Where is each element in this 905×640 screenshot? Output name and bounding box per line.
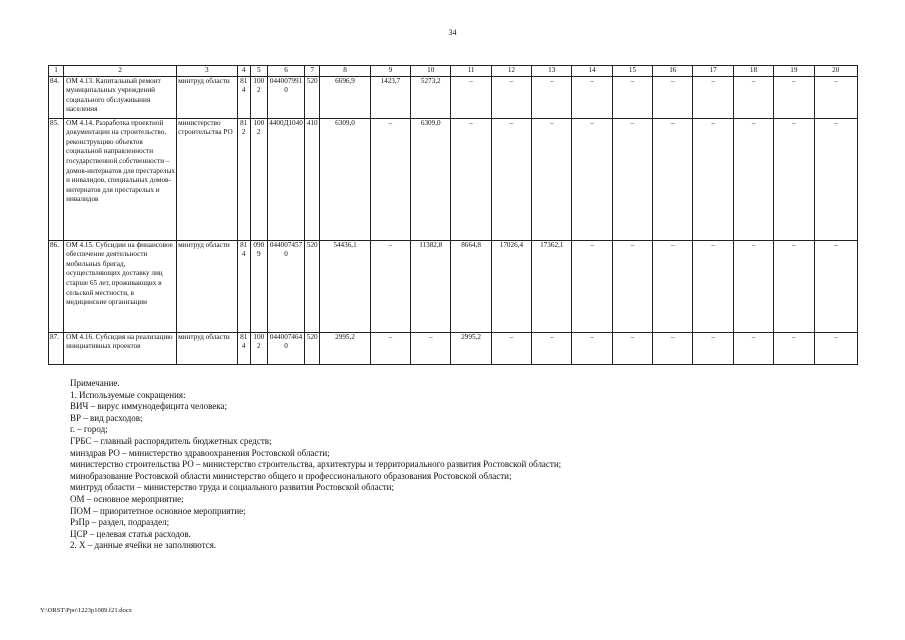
value-cell: – bbox=[693, 332, 733, 364]
row-number-cell: 87. bbox=[49, 332, 64, 364]
note-line: минздрав РО – министерство здравоохранения Ростовской области; bbox=[70, 447, 330, 458]
value-cell: 17026,4 bbox=[491, 240, 531, 332]
column-number-header: 5 bbox=[250, 66, 267, 77]
column-number-header: 8 bbox=[320, 66, 370, 77]
note-line: ВИЧ – вирус иммунодефицита человека; bbox=[70, 401, 227, 412]
value-cell: 1002 bbox=[250, 76, 267, 118]
value-cell: 520 bbox=[305, 240, 320, 332]
value-cell: – bbox=[774, 332, 814, 364]
column-number-header: 11 bbox=[451, 66, 491, 77]
column-number-header: 10 bbox=[411, 66, 451, 77]
value-cell: 520 bbox=[305, 76, 320, 118]
value-cell: 814 bbox=[237, 76, 250, 118]
activity-name-cell: ОМ 4.13. Капитальный ремонт муниципальных учреждений социального обслуживания населения bbox=[64, 76, 177, 118]
column-number-header: 17 bbox=[693, 66, 733, 77]
value-cell: 54436,1 bbox=[320, 240, 370, 332]
column-number-header: 20 bbox=[814, 66, 858, 77]
value-cell: – bbox=[612, 76, 652, 118]
value-cell: – bbox=[653, 118, 693, 240]
value-cell: – bbox=[612, 240, 652, 332]
value-cell: 814 bbox=[237, 240, 250, 332]
value-cell: 6696,9 bbox=[320, 76, 370, 118]
activity-name-cell: ОМ 4.15. Субсидии на финансовое обеспечение деятельности мобильных бригад, осуществляющих доставку лиц старше 65 лет, проживающих в сельской местности, в медицинские организации bbox=[64, 240, 177, 332]
value-cell: – bbox=[693, 118, 733, 240]
note-line: минобразование Ростовской области министерство общего и профессионального образования Ростовской области; bbox=[70, 470, 512, 481]
activity-name-cell: ОМ 4.16. Субсидия на реализацию инициативных проектов bbox=[64, 332, 177, 364]
column-number-header: 7 bbox=[305, 66, 320, 77]
value-cell: – bbox=[653, 76, 693, 118]
value-cell: – bbox=[612, 332, 652, 364]
value-cell: 2995,2 bbox=[320, 332, 370, 364]
value-cell: – bbox=[774, 118, 814, 240]
column-number-header: 2 bbox=[64, 66, 177, 77]
value-cell: – bbox=[532, 76, 572, 118]
table-row bbox=[49, 118, 858, 240]
value-cell: – bbox=[451, 118, 491, 240]
column-number-header: 14 bbox=[572, 66, 612, 77]
budget-table bbox=[48, 65, 858, 365]
value-cell: 6309,0 bbox=[320, 118, 370, 240]
value-cell: 0440074640 bbox=[267, 332, 304, 364]
note-line: министерство строительства РО – министерство строительства, архитектуры и территориального развития Ростовской области; bbox=[70, 459, 562, 470]
column-number-header: 15 bbox=[612, 66, 652, 77]
value-cell: 2995,2 bbox=[451, 332, 491, 364]
row-number-cell: 84. bbox=[49, 76, 64, 118]
value-cell: – bbox=[370, 118, 410, 240]
note-line: минтруд области – министерство труда и социального развития Ростовской области; bbox=[70, 482, 394, 493]
column-number-header: 1 bbox=[49, 66, 64, 77]
row-number-cell: 85. bbox=[49, 118, 64, 240]
value-cell: 8664,8 bbox=[451, 240, 491, 332]
note-line: г. – город; bbox=[70, 424, 108, 435]
column-number-header: 6 bbox=[267, 66, 304, 77]
value-cell: – bbox=[572, 240, 612, 332]
value-cell: – bbox=[411, 332, 451, 364]
value-cell: – bbox=[572, 118, 612, 240]
value-cell: 17362,1 bbox=[532, 240, 572, 332]
page-number: 34 bbox=[448, 28, 457, 37]
notes-section bbox=[70, 378, 870, 552]
table-row bbox=[49, 76, 858, 118]
value-cell: – bbox=[532, 118, 572, 240]
note-line: ОМ – основное мероприятие; bbox=[70, 493, 184, 504]
value-cell: – bbox=[572, 332, 612, 364]
value-cell: – bbox=[491, 76, 531, 118]
row-number-cell: 86. bbox=[49, 240, 64, 332]
value-cell: – bbox=[612, 118, 652, 240]
value-cell: – bbox=[491, 118, 531, 240]
value-cell: – bbox=[733, 118, 773, 240]
value-cell: 812 bbox=[237, 118, 250, 240]
value-cell: 0909 bbox=[250, 240, 267, 332]
column-number-header: 13 bbox=[532, 66, 572, 77]
responsible-cell: министерство строительства РО bbox=[177, 118, 238, 240]
table-header-row bbox=[49, 66, 858, 77]
value-cell: – bbox=[653, 332, 693, 364]
note-line: ГРБС – главный распорядитель бюджетных средств; bbox=[70, 435, 272, 446]
table-row bbox=[49, 332, 858, 364]
value-cell: 520 bbox=[305, 332, 320, 364]
value-cell: 410 bbox=[305, 118, 320, 240]
responsible-cell: минтруд области bbox=[177, 240, 238, 332]
value-cell: – bbox=[814, 240, 858, 332]
note-line: ВР – вид расходов; bbox=[70, 412, 143, 423]
value-cell: – bbox=[370, 332, 410, 364]
footer-file-path: Y:\ORST\Ppo\1223p1089.f21.docx bbox=[40, 607, 132, 614]
responsible-cell: минтруд области bbox=[177, 76, 238, 118]
value-cell: 814 bbox=[237, 332, 250, 364]
value-cell: – bbox=[733, 76, 773, 118]
note-line: ЦСР – целевая статья расходов. bbox=[70, 528, 191, 539]
column-number-header: 3 bbox=[177, 66, 238, 77]
responsible-cell: минтруд области bbox=[177, 332, 238, 364]
note-line: ПОМ – приоритетное основное мероприятие; bbox=[70, 505, 246, 516]
value-cell: – bbox=[693, 76, 733, 118]
note-line: 2. Х – данные ячейки не заполняются. bbox=[70, 540, 217, 551]
value-cell: 11382,8 bbox=[411, 240, 451, 332]
column-number-header: 4 bbox=[237, 66, 250, 77]
value-cell: – bbox=[733, 240, 773, 332]
column-number-header: 18 bbox=[733, 66, 773, 77]
column-number-header: 12 bbox=[491, 66, 531, 77]
value-cell: 1002 bbox=[250, 332, 267, 364]
value-cell: 1423,7 bbox=[370, 76, 410, 118]
value-cell: – bbox=[774, 76, 814, 118]
value-cell: – bbox=[814, 332, 858, 364]
note-line: РзПр – раздел, подраздел; bbox=[70, 517, 170, 528]
value-cell: 6309,0 bbox=[411, 118, 451, 240]
table-row bbox=[49, 240, 858, 332]
column-number-header: 19 bbox=[774, 66, 814, 77]
value-cell: – bbox=[572, 76, 612, 118]
value-cell: 0440074570 bbox=[267, 240, 304, 332]
value-cell: 5273,2 bbox=[411, 76, 451, 118]
note-line: 1. Используемые сокращения: bbox=[70, 389, 186, 400]
note-line: Примечание. bbox=[70, 378, 120, 388]
value-cell: – bbox=[451, 76, 491, 118]
value-cell: – bbox=[370, 240, 410, 332]
column-number-header: 16 bbox=[653, 66, 693, 77]
value-cell: – bbox=[491, 332, 531, 364]
column-number-header: 9 bbox=[370, 66, 410, 77]
value-cell: – bbox=[653, 240, 693, 332]
value-cell: – bbox=[693, 240, 733, 332]
value-cell: – bbox=[814, 76, 858, 118]
value-cell: 4400Д1040 bbox=[267, 118, 304, 240]
value-cell: – bbox=[532, 332, 572, 364]
value-cell: 1002 bbox=[250, 118, 267, 240]
value-cell: – bbox=[774, 240, 814, 332]
activity-name-cell: ОМ 4.14. Разработка проектной документации на строительство, реконструкцию объектов социальной направленности государственной собственности – домов-интернатов для престарелых и инвалидов, специальных домов-интернатов для престарелых и инвалидов bbox=[64, 118, 177, 240]
value-cell: – bbox=[733, 332, 773, 364]
value-cell: – bbox=[814, 118, 858, 240]
value-cell: 0440079910 bbox=[267, 76, 304, 118]
